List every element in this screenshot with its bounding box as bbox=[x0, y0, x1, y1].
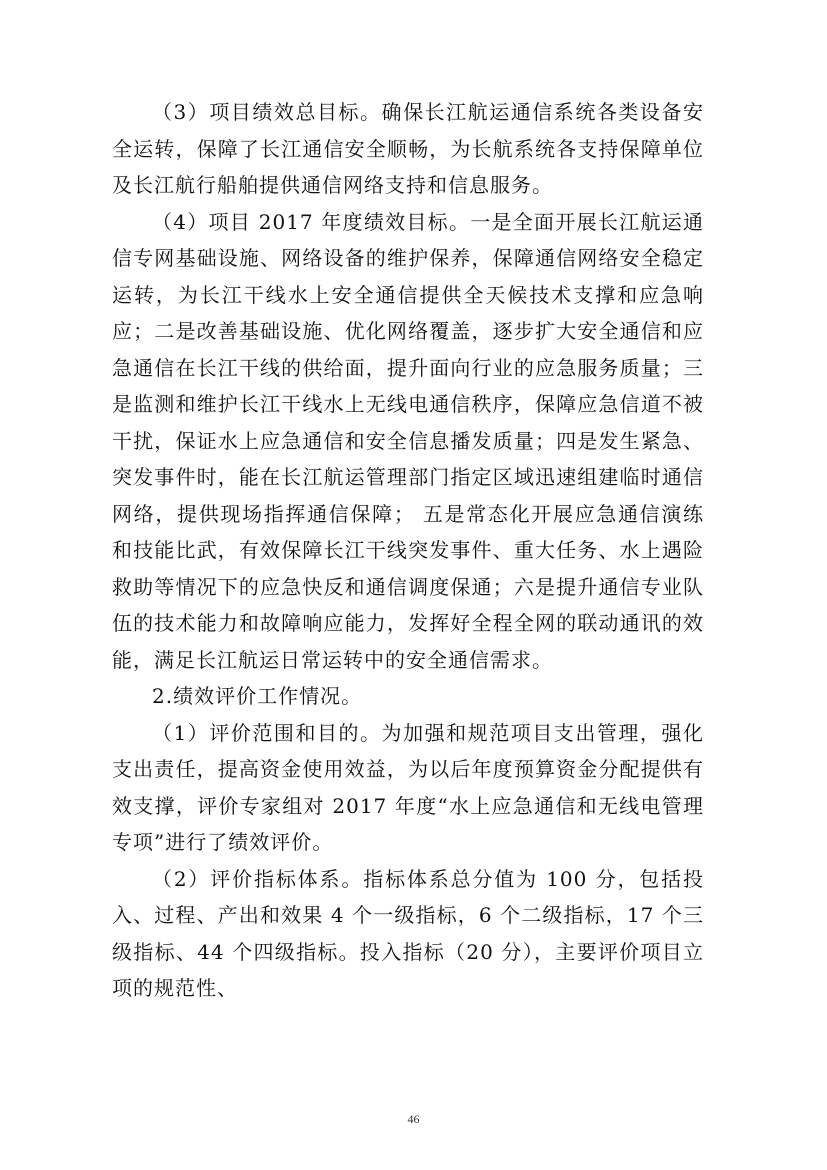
body-text bbox=[112, 94, 704, 1007]
paragraph-evaluation-scope: （1）评价范围和目的。为加强和规范项目支出管理，强化支出责任，提高资金使用效益，为以后年度预算资金分配提供有效支撑，评价专家组对 2017 年度“水上应急通信和无线电管理专项”进行了绩效评价。 bbox=[112, 720, 704, 854]
paragraph-indicator-system: （2）评价指标体系。指标体系总分值为 100 分，包括投入、过程、产出和效果 4 个一级指标，6 个二级指标，17 个三级指标、44 个四级指标。投入指标（20 分），主要评价项目立项的规范性、 bbox=[112, 866, 704, 1000]
section-heading-evaluation-work: 2.绩效评价工作情况。 bbox=[152, 684, 363, 708]
page-number: 46 bbox=[407, 1112, 420, 1126]
paragraph-2017-annual-goal: （4）项目 2017 年度绩效目标。一是全面开展长江航运通信专网基础设施、网络设备的维护保养，保障通信网络安全稳定运转，为长江干线水上安全通信提供全天候技术支撑和应急响应；二是改善基础设施、优化网络覆盖，逐步扩大安全通信和应急通信在长江干线的供给面，提升面向行业的应急服务质量；三是监测和维护长江干线水上无线电通信秩序，保障应急信道不被干扰，保证水上应急通信和安全信息播发质量；四是发生紧急、突发事件时，能在长江航运管理部门指定区域迅速组建临时通信网络，提供现场指挥通信保障； 五是常态化开展应急通信演练和技能比武，有效保障长江干线突发事件、重大任务、水上遇险救助等情况下的应急快反和通信调度保通；六是提升通信专业队伍的技术能力和故障响应能力，发挥好全程全网的联动通讯的效能，满足长江航运日常运转中的安全通信需求。 bbox=[112, 209, 704, 672]
paragraph-project-overall-goal: （3）项目绩效总目标。确保长江航运通信系统各类设备安全运转，保障了长江通信安全顺畅，为长航系统各支持保障单位及长江航行船舶提供通信网络支持和信息服务。 bbox=[112, 100, 704, 197]
